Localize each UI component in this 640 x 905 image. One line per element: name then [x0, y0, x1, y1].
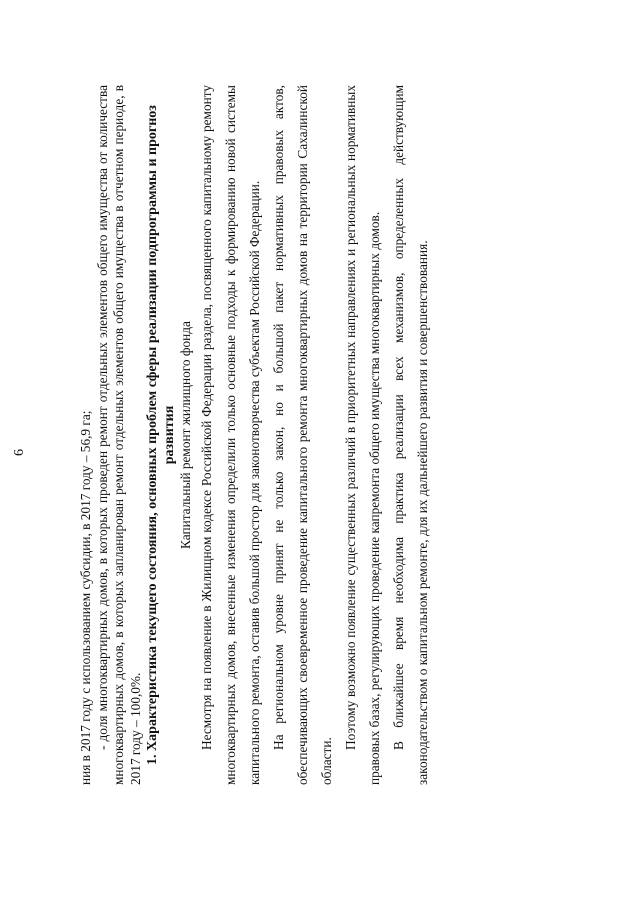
section-heading: 1. Характеристика текущего состояния, основных проблем сферы реализации подпрограммы и прогноз развития: [145, 105, 177, 765]
page-number: 6: [12, 449, 27, 456]
page-content: [78, 85, 435, 785]
section-subheading: Капитальный ремонт жилищного фонда: [178, 321, 193, 549]
paragraph: На региональном уровне принят не только закон, но и большой пакет нормативных правовых актов, обеспечивающих своевременное проведение капитального ремонта многоквартирных домов на территории Сахалинской области.: [270, 85, 334, 785]
paragraph: Поэтому возможно появление существенных различий в приоритетных направлениях и региональных нормативных правовых базах, регулирующих проведение капремонта общего имущества многоквартирных домов.: [342, 85, 382, 785]
list-item: - доля многоквартирных домов, в которых проведен ремонт отдельных элементов общего имущества от количества многоквартирных домов, в которых запланирован ремонт отдельных элементов общего имущества в отчетном периоде, в 2017 году – 100,0%.: [94, 85, 143, 785]
paragraph: Несмотря на появление в Жилищном кодексе Российской Федерации раздела, посвященного капитальному ремонту многоквартирных домов, внесенные изменения определили только основные подходы к формированию новой системы капитального ремонта, оставив большой простор для законотворчества субъектам Российской Федерации.: [198, 85, 262, 785]
paragraph: В ближайшее время необходима практика реализации всех механизмов, определенных действующим законодательством о капитальном ремонте, для их дальнейшего развития и совершенствования.: [390, 85, 430, 785]
intro-line: ния в 2017 году с использованием субсидии, в 2017 году – 56,9 га;: [78, 410, 93, 785]
